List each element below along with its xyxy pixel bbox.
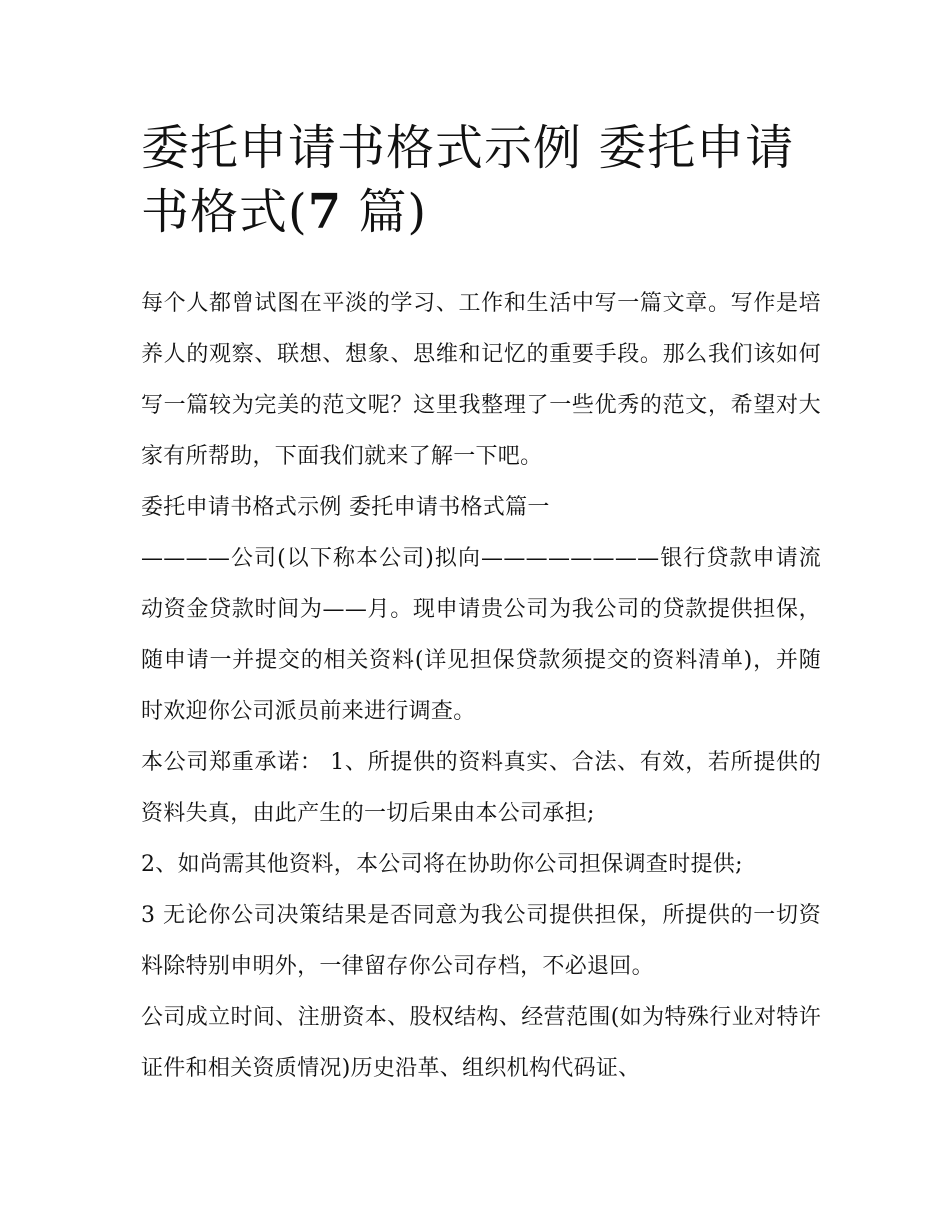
commitment-item-2: 2、如尚需其他资料，本公司将在协助你公司担保调查时提供; (141, 852, 743, 877)
intro-paragraph: 每个人都曾试图在平淡的学习、工作和生活中写一篇文章。写作是培养人的观察、联想、想象、思维和记忆的重要手段。那么我们该如何写一篇较为完美的范文呢？这里我整理了一些优秀的范文，希望对大家有所帮助，下面我们就来了解一下吧。 (141, 291, 821, 469)
document-title (141, 116, 821, 244)
section-heading: 委托申请书格式示例 委托申请书格式篇一 (141, 495, 550, 520)
commitment-item-1: 本公司郑重承诺： 1、所提供的资料真实、合法、有效，若所提供的资料失真，由此产生的一切后果由本公司承担; (141, 750, 821, 826)
title-count: 7 (307, 184, 343, 240)
title-text-part1: 委托申请书格式示例 委托申请书格式( (141, 120, 795, 240)
application-paragraph: ————公司(以下称本公司)拟向————————银行贷款申请流动资金贷款时间为——月。现申请贵公司为我公司的贷款提供担保，随申请一并提交的相关资料(详见担保贷款须提交的资料清单)，并随时欢迎你公司派员前来进行调查。 (141, 546, 821, 724)
company-info-paragraph: 公司成立时间、注册资本、股权结构、经营范围(如为特殊行业对特许证件和相关资质情况)历史沿革、组织机构代码证、 (141, 1005, 821, 1081)
document-body (141, 278, 821, 1094)
commitment-item-3: 3 无论你公司决策结果是否同意为我公司提供担保，所提供的一切资料除特别申明外，一律留存你公司存档，不必退回。 (141, 903, 821, 979)
title-text-part2: 篇) (342, 184, 428, 240)
